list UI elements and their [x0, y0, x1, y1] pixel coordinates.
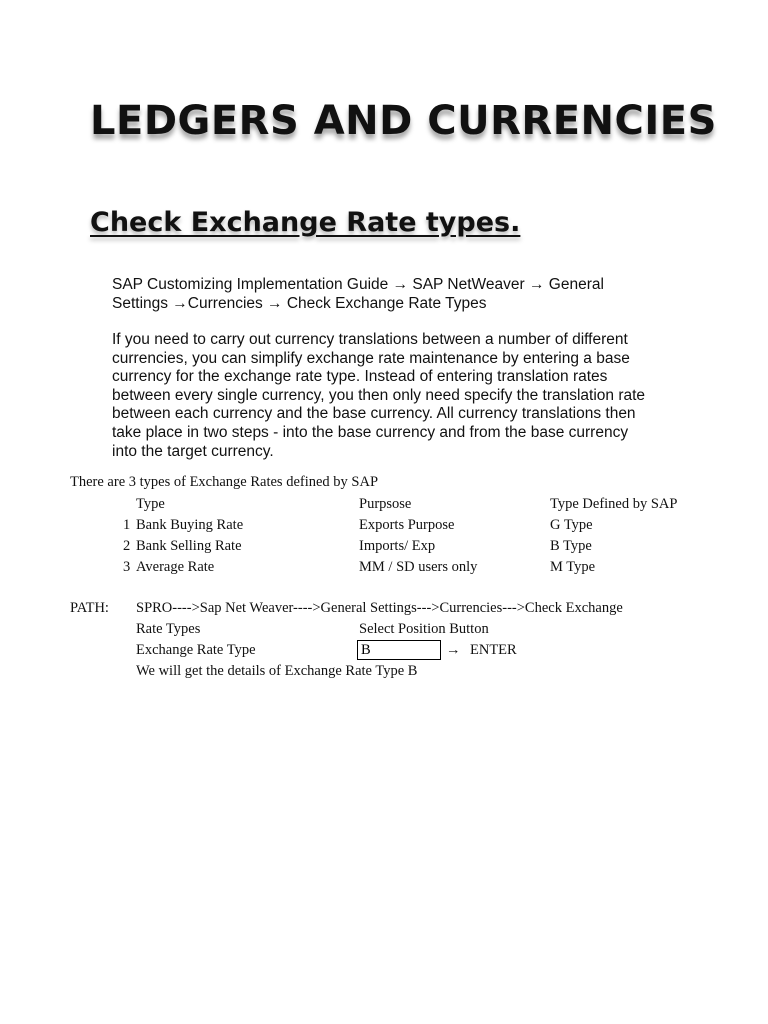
table-header-defined: Type Defined by SAP — [550, 496, 678, 512]
table-cell-defined: M Type — [550, 559, 596, 575]
table-cell-purpose: MM / SD users only — [359, 559, 478, 575]
table-header-type: Type — [136, 496, 165, 512]
path-line: Rate Types — [136, 621, 201, 637]
table-cell-purpose: Exports Purpose — [359, 517, 455, 533]
select-position-hint: Select Position Button — [359, 621, 489, 637]
table-cell-type: Bank Buying Rate — [136, 517, 244, 533]
page-title: LEDGERS AND CURRENCIES — [90, 98, 717, 144]
table-header-purpose: Purpsose — [359, 496, 412, 512]
table-cell-type: Bank Selling Rate — [136, 538, 242, 554]
exchange-rate-intro: There are 3 types of Exchange Rates defined by SAP — [70, 474, 379, 490]
description-paragraph — [112, 331, 672, 461]
enter-label: ENTER — [470, 642, 517, 658]
arrow-right-icon: → — [446, 642, 461, 658]
description-line: currency for the exchange rate type. Instead of entering translation rates — [112, 368, 608, 386]
section-heading: Check Exchange Rate types. — [90, 207, 521, 238]
img-path-line: SAP Customizing Implementation Guide → SAP NetWeaver → General — [112, 276, 604, 293]
img-path — [112, 276, 672, 313]
table-row-number: 1 — [123, 517, 131, 533]
table-row-number: 2 — [123, 538, 131, 554]
description-line: between each currency and the base currency. All currency translations then — [112, 405, 636, 423]
table-cell-defined: G Type — [550, 517, 593, 533]
description-line: between every single currency, you then only need specify the translation rate — [112, 386, 646, 404]
result-note: We will get the details of Exchange Rate Type B — [136, 663, 418, 679]
description-line: into the target currency. — [112, 442, 274, 460]
description-line: currencies, you can simplify exchange rate maintenance by entering a base — [112, 349, 630, 367]
table-cell-purpose: Imports/ Exp — [359, 538, 436, 554]
table-cell-defined: B Type — [550, 538, 592, 554]
exchange-rate-type-label: Exchange Rate Type — [136, 642, 256, 658]
description-line: If you need to carry out currency translations between a number of different — [112, 331, 628, 348]
exchange-rate-type-field[interactable]: B — [357, 640, 441, 660]
path-line: SPRO---->Sap Net Weaver---->General Settings--->Currencies--->Check Exchange — [136, 600, 623, 616]
img-path-line: Settings →Currencies → Check Exchange Rate Types — [112, 294, 487, 312]
table-cell-type: Average Rate — [136, 559, 215, 575]
path-label: PATH: — [70, 600, 109, 616]
table-row-number: 3 — [123, 559, 131, 575]
description-line: take place in two steps - into the base currency and from the base currency — [112, 423, 629, 441]
